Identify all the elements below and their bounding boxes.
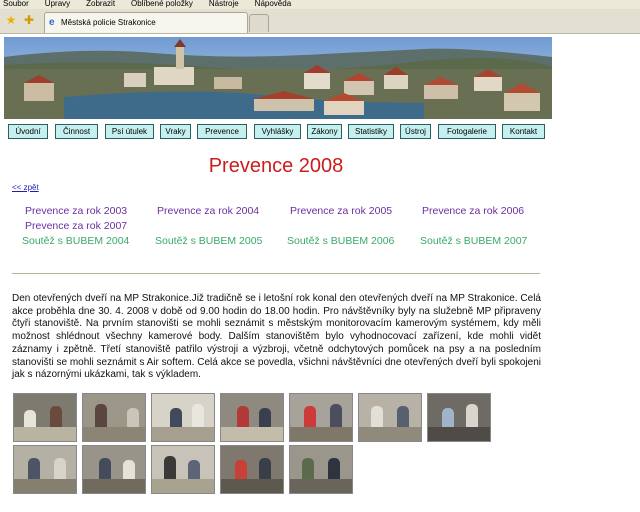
gallery-thumbnail[interactable] — [427, 393, 491, 442]
nav-item-prevence[interactable]: Prevence — [197, 124, 247, 139]
add-favorite-icon[interactable]: ✚ — [23, 13, 35, 27]
gallery-thumbnail[interactable] — [151, 445, 215, 494]
browser-tab-title: Městská policie Strakonice — [61, 18, 156, 27]
gallery-thumbnail[interactable] — [289, 393, 353, 442]
article-text: Den otevřených dveří na MP Strakonice.Již tradičně se i letošní rok konal den otevřených dveří na MP Strakonice. Celá akce proběhla dne 30. 4. 2008 v době od 9.00 hodin do 18.00 hodin. Pro návštěvníky byly na služebně MP připraveny čtyři stanoviště. Na prvním stanovišti se mohli seznámit s městským monitorovacím kamerovým systémem, kdy měli možnost shlédnout všechny kamerové body. Dalším stanovištěm bylo vyhodnocovací zařízení, kde mohli vidět záznamy i zpětně. Třetí stanoviště patřilo výstroji a výzbroji, včetně odchytových pomůcek na psy a na posledním stanovišti se mohli seznámit s Air softem. Celá akce se povedla, všichni návštěvníci dne otevřených dveří byli spokojeni jak s názornými ukázkami, tak s výkladem. — [12, 293, 541, 381]
nav-item-vyhlasky[interactable]: Vyhlášky — [254, 124, 301, 139]
browser-tabbar — [0, 9, 640, 34]
nav-item-fotogalerie[interactable]: Fotogalerie — [438, 124, 496, 139]
menu-help[interactable]: Nápověda — [254, 0, 292, 8]
horizontal-divider — [12, 273, 540, 274]
menu-edit[interactable]: Úpravy — [44, 0, 71, 8]
nav-item-ustroj[interactable]: Ústroj — [400, 124, 431, 139]
gallery-thumbnail[interactable] — [82, 393, 146, 442]
town-panorama-image — [4, 37, 552, 119]
nav-item-kontakt[interactable]: Kontakt — [502, 124, 545, 139]
nav-item-cinnost[interactable]: Činnost — [55, 124, 98, 139]
link-prevence-2004[interactable]: Prevence za rok 2004 — [157, 205, 260, 217]
main-navigation — [8, 124, 545, 139]
gallery-thumbnail[interactable] — [220, 445, 284, 494]
browser-menubar — [0, 0, 640, 9]
nav-item-psi-utulek[interactable]: Psí útulek — [105, 124, 154, 139]
link-prevence-2006[interactable]: Prevence za rok 2006 — [422, 205, 525, 217]
link-prevence-2007[interactable]: Prevence za rok 2007 — [25, 220, 128, 232]
back-link[interactable]: << zpět — [12, 183, 39, 192]
nav-item-vraky[interactable]: Vraky — [160, 124, 191, 139]
menu-tools[interactable]: Nástroje — [208, 0, 239, 8]
ie-page-icon: e — [49, 16, 55, 28]
link-bubem-2005[interactable]: Soutěž s BUBEM 2005 — [155, 235, 263, 247]
gallery-thumbnail[interactable] — [13, 393, 77, 442]
link-bubem-2004[interactable]: Soutěž s BUBEM 2004 — [22, 235, 130, 247]
nav-item-statistiky[interactable]: Statistiky — [348, 124, 394, 139]
gallery-thumbnail[interactable] — [82, 445, 146, 494]
gallery-thumbnail[interactable] — [13, 445, 77, 494]
menu-file[interactable]: Soubor — [3, 0, 29, 8]
link-bubem-2007[interactable]: Soutěž s BUBEM 2007 — [420, 235, 528, 247]
nav-item-zakony[interactable]: Zákony — [307, 124, 342, 139]
link-prevence-2005[interactable]: Prevence za rok 2005 — [290, 205, 393, 217]
gallery-thumbnail[interactable] — [220, 393, 284, 442]
new-tab-button[interactable] — [249, 14, 269, 32]
menu-favorites[interactable]: Oblíbené položky — [131, 0, 193, 8]
gallery-thumbnail[interactable] — [151, 393, 215, 442]
gallery-thumbnail[interactable] — [289, 445, 353, 494]
nav-item-uvodni[interactable]: Úvodní — [8, 124, 48, 139]
page-title: Prevence 2008 — [208, 155, 344, 177]
gallery-thumbnail[interactable] — [358, 393, 422, 442]
menu-view[interactable]: Zobrazit — [86, 0, 116, 8]
browser-tab-active[interactable] — [44, 12, 248, 33]
header-banner-photo — [4, 37, 552, 119]
favorites-star-icon[interactable]: ★ — [5, 13, 17, 27]
link-prevence-2003[interactable]: Prevence za rok 2003 — [25, 205, 128, 217]
link-bubem-2006[interactable]: Soutěž s BUBEM 2006 — [287, 235, 395, 247]
page-content — [0, 35, 640, 512]
